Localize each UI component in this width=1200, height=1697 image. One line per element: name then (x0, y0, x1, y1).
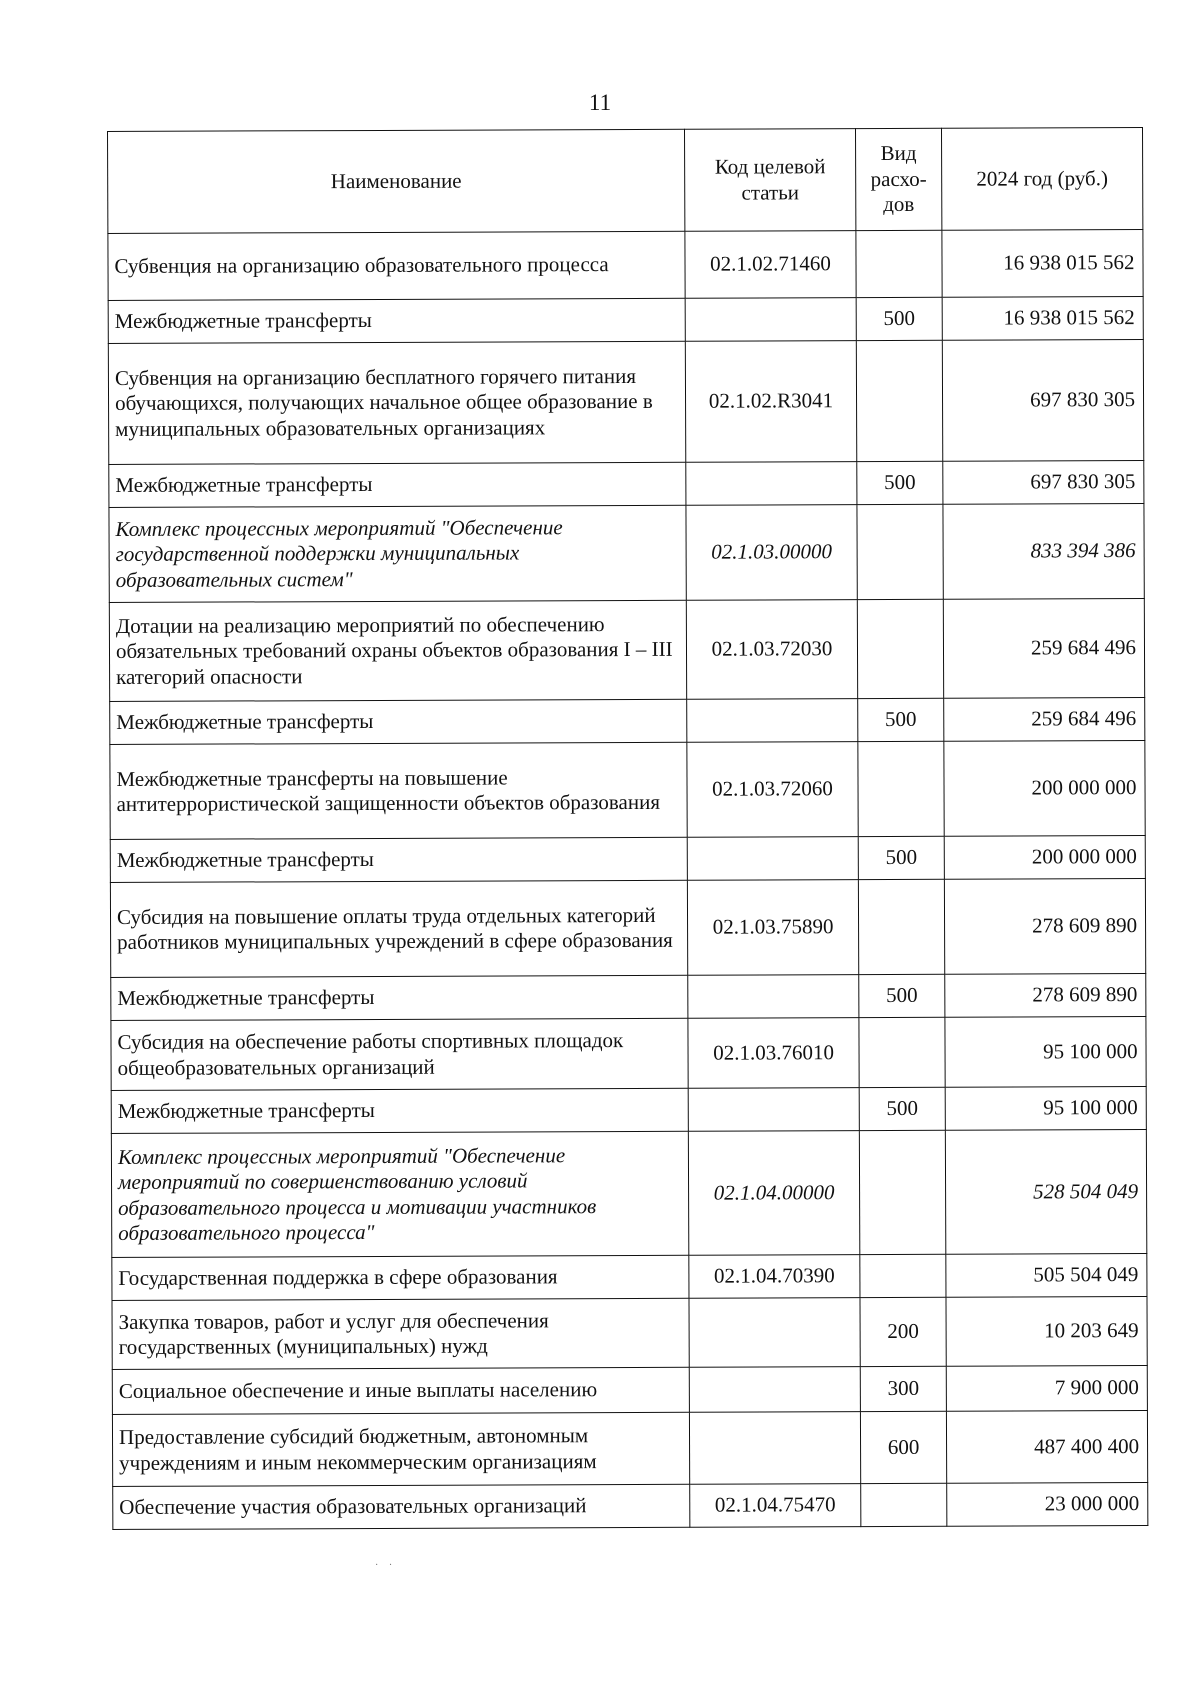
row-expense-type-cell: 500 (859, 974, 945, 1017)
row-name-cell: Обеспечение участия образовательных организаций (113, 1484, 690, 1529)
row-amount-cell: 278 609 890 (945, 974, 1146, 1018)
row-name-cell: Межбюджетные трансферты (111, 975, 688, 1020)
row-name-cell: Межбюджетные трансферты на повышение антитеррористической защищенности объектов образования (110, 742, 687, 839)
page-number: 11 (588, 90, 612, 115)
table-row (109, 504, 1144, 603)
row-code-cell: 02.1.02.R3041 (685, 341, 856, 463)
table-row (113, 1483, 1148, 1530)
row-name-cell: Межбюджетные трансферты (108, 298, 685, 343)
row-amount-cell: 697 830 305 (942, 340, 1143, 462)
table-row (110, 879, 1145, 978)
row-amount-cell: 200 000 000 (944, 741, 1145, 837)
row-name-cell: Комплекс процессных мероприятий "Обеспечение мероприятий по совершенствованию условий образовательного процесса и мотивации участников образовательного процесса" (111, 1131, 688, 1257)
row-code-cell (687, 699, 858, 743)
table-row (111, 974, 1146, 1021)
row-expense-type-cell: 300 (860, 1366, 946, 1411)
row-code-cell: 02.1.03.72060 (687, 742, 858, 838)
header-code: Код целевой статьи (684, 129, 855, 232)
row-name-cell: Субвенция на организацию бесплатного горячего питания обучающихся, получающих начальное общее образование в муниципальных образовательных организациях (108, 341, 685, 464)
row-code-cell (685, 298, 856, 342)
row-code-cell: 02.1.03.72030 (686, 600, 857, 700)
row-code-cell: 02.1.03.75890 (687, 880, 858, 976)
row-amount-cell: 7 900 000 (946, 1366, 1147, 1412)
row-expense-type-cell (856, 340, 942, 461)
header-expense-type: Вид расхо-дов (855, 128, 941, 230)
table-row (108, 230, 1143, 301)
table-row (110, 698, 1145, 745)
row-name-cell: Межбюджетные трансферты (110, 837, 687, 882)
table-header-row (108, 128, 1143, 234)
header-amount: 2024 год (руб.) (941, 128, 1142, 231)
budget-table (107, 127, 1148, 1530)
row-expense-type-cell (859, 1130, 945, 1254)
row-expense-type-cell: 500 (857, 461, 943, 504)
table-row (108, 297, 1143, 344)
table-row (111, 1017, 1146, 1091)
row-code-cell (689, 1298, 860, 1368)
row-name-cell: Субсидия на повышение оплаты труда отдельных категорий работников муниципальных учреждений в сфере образования (110, 880, 687, 977)
row-expense-type-cell: 500 (858, 836, 944, 879)
row-code-cell: 02.1.04.70390 (689, 1255, 860, 1299)
row-name-cell: Государственная поддержка в сфере образования (112, 1255, 689, 1300)
row-expense-type-cell (858, 879, 944, 974)
row-expense-type-cell: 200 (860, 1297, 946, 1366)
table-row (109, 461, 1144, 508)
row-expense-type-cell: 600 (860, 1411, 946, 1483)
row-code-cell: 02.1.04.00000 (688, 1131, 859, 1256)
row-amount-cell: 505 504 049 (946, 1254, 1147, 1298)
row-expense-type-cell (861, 1483, 947, 1526)
table-row (111, 1087, 1146, 1134)
row-expense-type-cell (860, 1254, 946, 1297)
row-name-cell: Дотации на реализацию мероприятий по обеспечению обязательных требований охраны объектов образования I – III категорий опасности (109, 600, 686, 701)
row-amount-cell: 278 609 890 (944, 879, 1145, 975)
row-name-cell: Комплекс процессных мероприятий "Обеспечение государственной поддержки муниципальных образовательных систем" (109, 505, 686, 602)
row-expense-type-cell: 500 (856, 297, 942, 340)
row-name-cell: Субсидия на обеспечение работы спортивных площадок общеобразовательных организаций (111, 1018, 688, 1090)
row-name-cell: Межбюджетные трансферты (111, 1088, 688, 1133)
row-amount-cell: 16 938 015 562 (942, 230, 1143, 298)
row-amount-cell: 259 684 496 (944, 698, 1145, 742)
row-code-cell: 02.1.03.00000 (686, 505, 857, 601)
row-name-cell: Предоставление субсидий бюджетным, автономным учреждениям и иным некоммерческим организациям (112, 1412, 689, 1486)
row-code-cell: 02.1.03.76010 (688, 1018, 859, 1089)
row-code-cell (689, 1412, 860, 1485)
row-amount-cell: 16 938 015 562 (942, 297, 1143, 341)
table-row (112, 1411, 1147, 1487)
row-expense-type-cell: 500 (859, 1087, 945, 1130)
table-row (110, 836, 1145, 883)
table-row (110, 741, 1145, 840)
row-amount-cell: 259 684 496 (943, 599, 1144, 699)
row-amount-cell: 95 100 000 (945, 1087, 1146, 1131)
table-row (108, 340, 1143, 465)
row-name-cell: Социальное обеспечение и иные выплаты населению (112, 1367, 689, 1414)
table-row (111, 1130, 1146, 1258)
row-code-cell (688, 975, 859, 1019)
row-expense-type-cell (856, 230, 942, 297)
row-name-cell: Субвенция на организацию образовательного процесса (108, 231, 685, 300)
row-amount-cell: 95 100 000 (945, 1017, 1146, 1088)
row-expense-type-cell (859, 1017, 945, 1087)
row-expense-type-cell (857, 599, 943, 698)
table-row (112, 1366, 1147, 1415)
row-code-cell (686, 462, 857, 506)
header-name: Наименование (108, 129, 685, 233)
row-amount-cell: 487 400 400 (946, 1411, 1147, 1484)
row-name-cell: Межбюджетные трансферты (110, 699, 687, 744)
row-code-cell (689, 1367, 860, 1413)
row-amount-cell: 23 000 000 (947, 1483, 1148, 1527)
scan-artifact: · · (375, 1560, 397, 1571)
row-amount-cell: 200 000 000 (944, 836, 1145, 880)
row-code-cell (687, 837, 858, 881)
row-code-cell: 02.1.02.71460 (685, 231, 856, 299)
table-body (108, 230, 1148, 1530)
row-amount-cell: 833 394 386 (943, 504, 1144, 600)
table-row (112, 1254, 1147, 1301)
row-amount-cell: 697 830 305 (943, 461, 1144, 505)
row-expense-type-cell (858, 741, 944, 836)
table-row (112, 1297, 1147, 1370)
row-expense-type-cell (857, 504, 943, 599)
row-code-cell (688, 1088, 859, 1132)
row-code-cell: 02.1.04.75470 (690, 1484, 861, 1528)
row-amount-cell: 528 504 049 (945, 1130, 1146, 1255)
row-name-cell: Закупка товаров, работ и услуг для обеспечения государственных (муниципальных) нужд (112, 1298, 689, 1369)
row-expense-type-cell: 500 (858, 698, 944, 741)
table-row (109, 599, 1144, 702)
row-name-cell: Межбюджетные трансферты (109, 462, 686, 507)
row-amount-cell: 10 203 649 (946, 1297, 1147, 1367)
